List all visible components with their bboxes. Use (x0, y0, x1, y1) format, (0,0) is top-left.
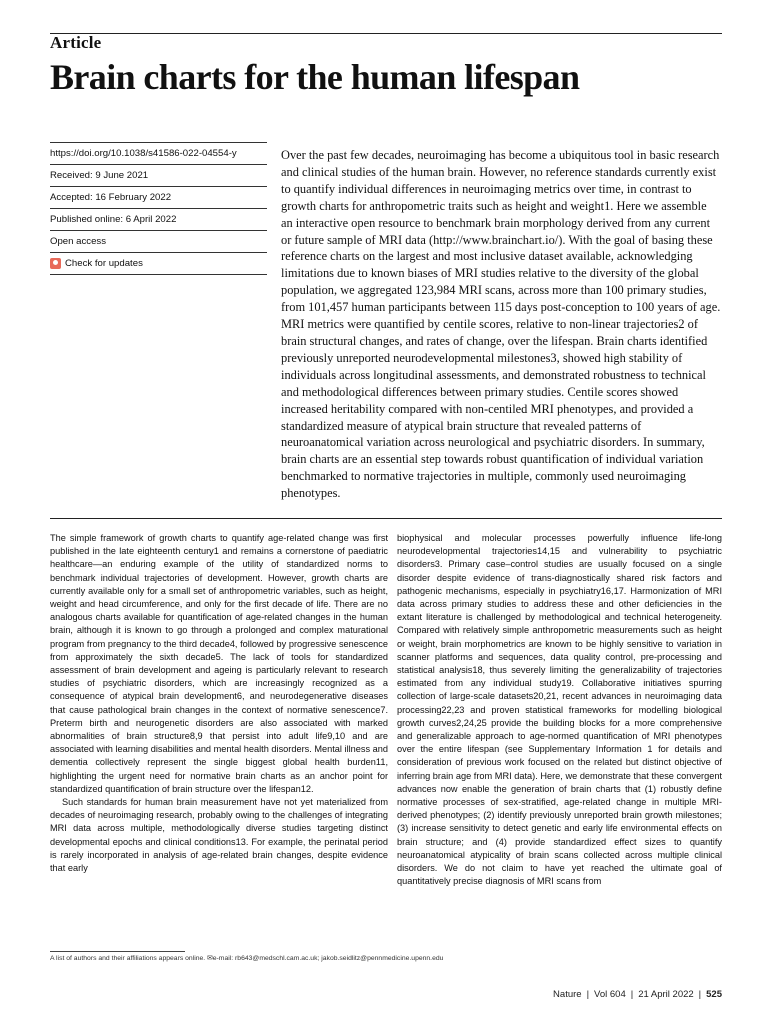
article-title: Brain charts for the human lifespan (50, 57, 580, 97)
journal-name: Nature (553, 989, 582, 1000)
check-for-updates-link[interactable] (50, 252, 267, 275)
article-metadata (50, 142, 267, 275)
check-for-updates-icon (50, 258, 61, 269)
volume: Vol 604 (594, 989, 626, 1000)
abstract: Over the past few decades, neuroimaging has become a ubiquitous tool in basic research and clinical studies of the human brain. However, no reference standards currently exist to quantify individual differences in neuroimaging metrics over time, in contrast to growth charts for anthropometric traits such as height and weight1. Here we assemble an interactive open resource to benchmark brain morphology derived from any current or future sample of MRI data (http://www.brainchart.io/). With the goal of basing these reference charts on the largest and most inclusive dataset available, acknowledging limitations due to known biases of MRI studies relative to the diversity of the global population, we aggregated 123,984 MRI scans, across more than 100 primary studies, from 101,457 human participants between 115 days post-conception to 100 years of age. MRI metrics were quantified by centile scores, relative to non-linear trajectories2 of brain structural changes, and rates of change, over the lifespan. Brain charts identified previously unreported neurodevelopmental milestones3, showed high stability of individuals across longitudinal assessments, and demonstrated robustness to technical and methodological differences between primary studies. Centile scores showed increased heritability compared with non-centiled MRI phenotypes, and provided a standardized measure of atypical brain structure that revealed patterns of neuroanatomical variation across neurological and psychiatric disorders. In summary, brain charts are an essential step towards robust quantification of individual variation benchmarked to normative trajectories in multiple, commonly used neuroimaging phenotypes. (281, 148, 721, 501)
body-paragraph: The simple framework of growth charts to quantify age-related change was first published in the late eighteenth century1 and remains a cornerstone of paediatric healthcare—an enduring example of the utility of standardized norms to benchmark individual trajectories of development. However, growth charts are currently available only for a small set of anthropometric variables, such as height, weight and head circumference, and only for the first decade of life. There are no analogous charts available for quantification of age-related changes in the human brain, although it is known to go through a prolonged and complex maturational program from pregnancy to the third decade4, followed by progressive senescence from approximately the sixth decade5. The lack of tools for standardized assessment of brain development and ageing is particularly relevant to research studies of psychiatric disorders, which are increasingly recognized as a consequence of atypical brain development6, and neurodegenerative diseases that cause pathological brain changes in the context of normative senescence7. Preterm birth and neurogenetic disorders are also associated with marked abnormalities of brain structure8,9 that persist into adult life9,10 and are associated with learning disabilities and mental health disorders. Mental illness and dementia collectively represent the single biggest global health burden11, highlighting the urgent need for normative brain charts as an anchor point for standardized quantification of brain structure over the lifespan12. (50, 533, 388, 794)
accepted-date: Accepted: 16 February 2022 (50, 186, 267, 208)
header-rule (50, 33, 722, 34)
doi-link[interactable]: https://doi.org/10.1038/s41586-022-04554-y (50, 142, 267, 164)
footnote-rule (50, 951, 185, 952)
abstract-divider (50, 518, 722, 519)
body-column-right (397, 532, 722, 888)
author-footnote: A list of authors and their affiliations appears online. ✉e-mail: rb643@medschl.cam.ac.uk; jakob.seidlitz@pennmedicine.upenn.edu (50, 955, 444, 962)
issue-date: 21 April 2022 (638, 989, 694, 1000)
page-number: 525 (706, 989, 722, 1000)
published-date: Published online: 6 April 2022 (50, 208, 267, 230)
body-paragraph: biophysical and molecular processes powerfully influence life-long neurodevelopmental trajectories14,15 and vulnerability to psychiatric disorders3. Primary case–control studies are usually focused on a single disorder despite evidence of trans-diagnostically shared risk factors and pathogenic mechanisms, especially in psychiatry16,17. Harmonization of MRI data across primary studies to address these and other deficiencies in the extant literature is challenged by methodological and technical heterogeneity. Compared with relatively simple anthropometric measurements such as height or weight, brain morphometrics are known to be highly sensitive to variation in scanner platforms and sequences, data quality control, pre-processing and statistical analysis18, thus severely limiting the generalizability of trajectories estimated from any individual study19. Collaborative initiatives spurring collection of large-scale datasets20,21, recent advances in neuroimaging data processing22,23 and proven statistical frameworks for modelling biological growth curves2,24,25 provide the building blocks for a more comprehensive and generalizable approach to age-normed quantification of MRI phenotypes over the entire lifespan (see Supplementary Information 1 for details and consideration of previous work focused on the related but distinct objective of inferring brain age from MRI data). Here, we demonstrate that these convergent advances now enable the generation of brain charts that (1) robustly define normative processes of sex-stratified, age-related change in multiple MRI-derived phenotypes; (2) identify previously unreported brain growth milestones; (3) increase sensitivity to detect genetic and early life environmental effects on brain structure; and (4) provide standardized effect sizes to quantify neuroanatomical atypicality of brain scans collected across multiple clinical disorders. We do not claim to have yet reached the ultimate goal of quantitatively precise diagnosis of MRI scans from (397, 533, 722, 887)
section-label: Article (50, 33, 102, 52)
check-for-updates-label: Check for updates (65, 258, 143, 269)
body-paragraph: Such standards for human brain measurement have not yet materialized from decades of neuroimaging research, probably owing to the challenges of integrating MRI data across multiple, methodologically diverse studies targeting distinct developmental epochs and clinical conditions13. For example, the perinatal period is rarely incorporated in analysis of age-related brain changes, despite evidence that early (50, 797, 388, 874)
page-footer: Nature | Vol 604 | 21 April 2022 | 525 (553, 989, 722, 1000)
body-column-left (50, 532, 388, 875)
received-date: Received: 9 June 2021 (50, 164, 267, 186)
open-access-label: Open access (50, 230, 267, 252)
